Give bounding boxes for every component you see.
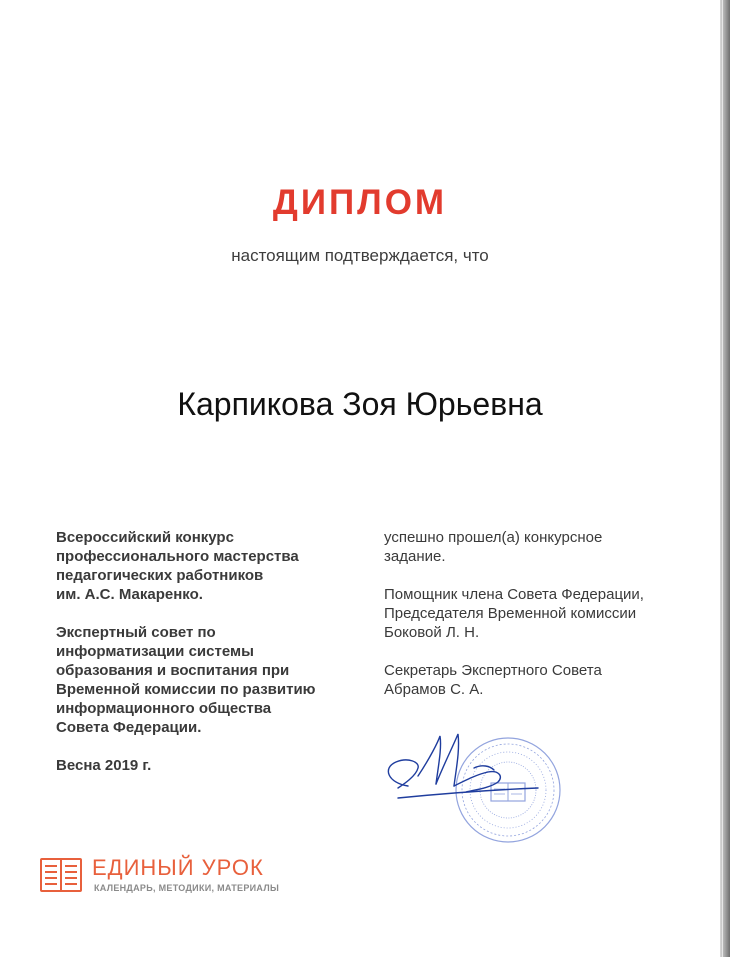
- assistant-line: Боковой Л. Н.: [384, 624, 480, 641]
- contest-line: педагогических работников: [56, 567, 264, 584]
- contest-line: профессионального мастерства: [56, 548, 299, 565]
- logo-tagline: КАЛЕНДАРЬ, МЕТОДИКИ, МАТЕРИАЛЫ: [94, 883, 280, 893]
- recipient-name: Карпикова Зоя Юрьевна: [177, 386, 543, 422]
- signature-and-seal: [378, 728, 578, 848]
- assistant-block: [384, 585, 694, 642]
- council-line: Экспертный совет по: [56, 624, 216, 641]
- diploma-title: ДИПЛОМ: [272, 183, 448, 222]
- secretary-block: [384, 661, 694, 699]
- council-line: информационного общества: [56, 700, 272, 717]
- result-line: успешно прошел(а) конкурсное: [384, 529, 603, 546]
- council-block: [56, 623, 356, 737]
- contest-line: Всероссийский конкурс: [56, 529, 234, 546]
- result-line: задание.: [384, 548, 446, 565]
- council-line: Временной комиссии по развитию: [56, 681, 316, 698]
- signature-icon: [388, 734, 538, 798]
- right-column: [384, 528, 694, 718]
- diploma-subtitle: настоящим подтверждается, что: [231, 246, 489, 265]
- secretary-line: Секретарь Экспертного Совета: [384, 662, 602, 679]
- page-edge-line: [722, 0, 723, 957]
- contest-line: им. А.С. Макаренко.: [56, 586, 203, 603]
- council-line: образования и воспитания при: [56, 662, 290, 679]
- contest-block: [56, 528, 356, 604]
- result-block: [384, 528, 694, 566]
- council-line: Совета Федерации.: [56, 719, 202, 736]
- date-line: Весна 2019 г.: [56, 757, 152, 774]
- book-icon: [40, 857, 82, 893]
- logo-name: ЕДИНЫЙ УРОК: [92, 855, 264, 880]
- logo: [40, 855, 310, 900]
- assistant-line: Помощник члена Совета Федерации,: [384, 586, 644, 603]
- left-column: [56, 528, 356, 794]
- council-line: информатизации системы: [56, 643, 254, 660]
- secretary-line: Абрамов С. А.: [384, 681, 484, 698]
- assistant-line: Председателя Временной комиссии: [384, 605, 637, 622]
